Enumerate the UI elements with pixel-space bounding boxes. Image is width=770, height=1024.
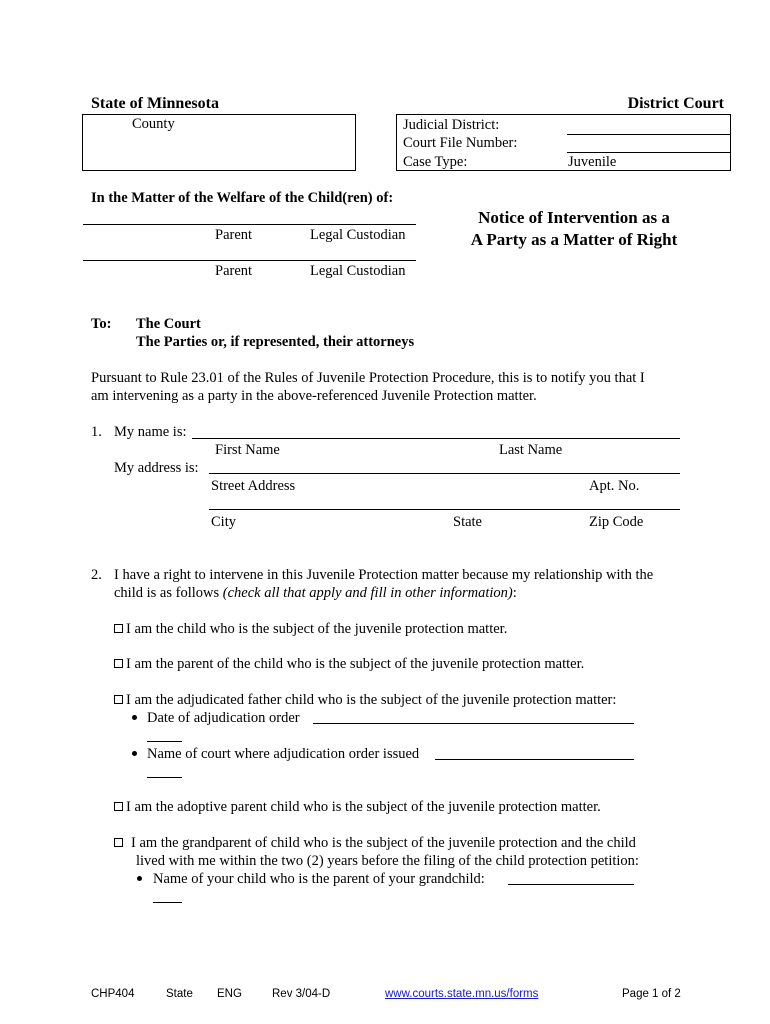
option-child-label: I am the child who is the subject of the juvenile protection matter. [126, 621, 508, 637]
county-label: County [132, 116, 175, 132]
to-label: To: [91, 316, 112, 332]
name-field[interactable] [192, 438, 680, 439]
date-of-adjudication-label: Date of adjudication order [147, 710, 300, 726]
intro-line2: am intervening as a party in the above-referenced Juvenile Protection matter. [91, 388, 537, 404]
notice-title-line2: A Party as a Matter of Right [470, 230, 678, 249]
item2-line1: I have a right to intervene in this Juvenile Protection matter because my relationship with the [114, 567, 654, 583]
checkbox-adoptive-parent[interactable] [114, 802, 123, 811]
first-name-label: First Name [215, 442, 280, 458]
bullet-icon [132, 751, 137, 756]
judicial-district-field[interactable] [567, 134, 730, 135]
option-grandparent [114, 835, 636, 852]
custodian-label-1: Legal Custodian [310, 227, 406, 243]
city-label: City [211, 514, 236, 530]
state-heading: State of Minnesota [91, 95, 219, 112]
zip-label: Zip Code [589, 514, 644, 530]
option-adjudicated-father [114, 692, 616, 709]
address-field[interactable] [209, 473, 680, 474]
item1-number: 1. [91, 424, 102, 440]
footer-forms-link[interactable]: www.courts.state.mn.us/forms [385, 988, 539, 1000]
grandchild-parent-field-cont[interactable] [153, 902, 182, 903]
option-child [114, 621, 507, 638]
city-state-zip-field[interactable] [209, 509, 680, 510]
adjudication-court-field[interactable] [435, 759, 634, 760]
court-heading: District Court [627, 95, 724, 112]
checkbox-adjudicated-father[interactable] [114, 695, 123, 704]
county-box [82, 114, 356, 171]
child-name-line-1[interactable] [83, 224, 416, 225]
footer-language: ENG [217, 988, 242, 1000]
grandchild-parent-label: Name of your child who is the parent of your grandchild: [153, 871, 485, 887]
item2-line2-instruction: (check all that apply and fill in other information) [222, 585, 513, 601]
option-parent-label: I am the parent of the child who is the subject of the juvenile protection matter. [126, 656, 585, 672]
case-info-box [396, 114, 731, 171]
parent-label-2: Parent [215, 263, 253, 279]
case-type-value: Juvenile [568, 154, 617, 170]
option-grandparent-line2: lived with me within the two (2) years before the filing of the child protection petition: [136, 853, 639, 869]
state-label: State [453, 514, 482, 530]
address-label: My address is: [114, 460, 199, 476]
checkbox-child[interactable] [114, 624, 123, 633]
court-file-number-field[interactable] [567, 152, 730, 153]
matter-heading: In the Matter of the Welfare of the Child(ren) of: [91, 190, 394, 206]
footer-page-number: Page 1 of 2 [622, 988, 681, 1000]
court-file-number-label: Court File Number: [403, 135, 518, 151]
item2-line2-text: child is as follows [114, 585, 223, 601]
to-court: The Court [136, 316, 201, 332]
name-label: My name is: [114, 424, 187, 440]
checkbox-grandparent[interactable] [114, 838, 123, 847]
street-label: Street Address [211, 478, 296, 494]
custodian-label-2: Legal Custodian [310, 263, 406, 279]
checkbox-parent[interactable] [114, 659, 123, 668]
notice-title-line1: Notice of Intervention as a [478, 208, 670, 227]
option-adoptive-parent [114, 799, 601, 816]
option-adjudicated-father-label: I am the adjudicated father child who is the subject of the juvenile protection matter: [126, 692, 617, 708]
item2-line2-colon: : [512, 585, 517, 601]
option-parent [114, 656, 584, 673]
adjudication-court-label: Name of court where adjudication order issued [147, 746, 420, 762]
intro-line1: Pursuant to Rule 23.01 of the Rules of Juvenile Protection Procedure, this is to notify you that I [91, 370, 645, 386]
footer-form-number: CHP404 [91, 988, 135, 1000]
child-name-line-2[interactable] [83, 260, 416, 261]
item2-number: 2. [91, 567, 102, 583]
last-name-label: Last Name [499, 442, 563, 458]
parent-label-1: Parent [215, 227, 253, 243]
footer-revision: Rev 3/04-D [272, 988, 331, 1000]
adjudication-court-field-cont[interactable] [147, 777, 182, 778]
grandchild-parent-field[interactable] [508, 884, 634, 885]
apt-label: Apt. No. [589, 478, 640, 494]
date-of-adjudication-field[interactable] [313, 723, 634, 724]
footer-state: State [166, 988, 193, 1000]
case-type-label: Case Type: [403, 154, 468, 170]
judicial-district-label: Judicial District: [403, 117, 500, 133]
bullet-icon [137, 876, 142, 881]
option-adoptive-parent-label: I am the adoptive parent child who is the subject of the juvenile protection matter. [126, 799, 601, 815]
option-grandparent-label: I am the grandparent of child who is the subject of the juvenile protection and the child [131, 835, 636, 851]
item2-line2 [114, 585, 517, 602]
date-of-adjudication-field-cont[interactable] [147, 741, 182, 742]
to-parties: The Parties or, if represented, their attorneys [136, 334, 415, 350]
bullet-icon [132, 715, 137, 720]
